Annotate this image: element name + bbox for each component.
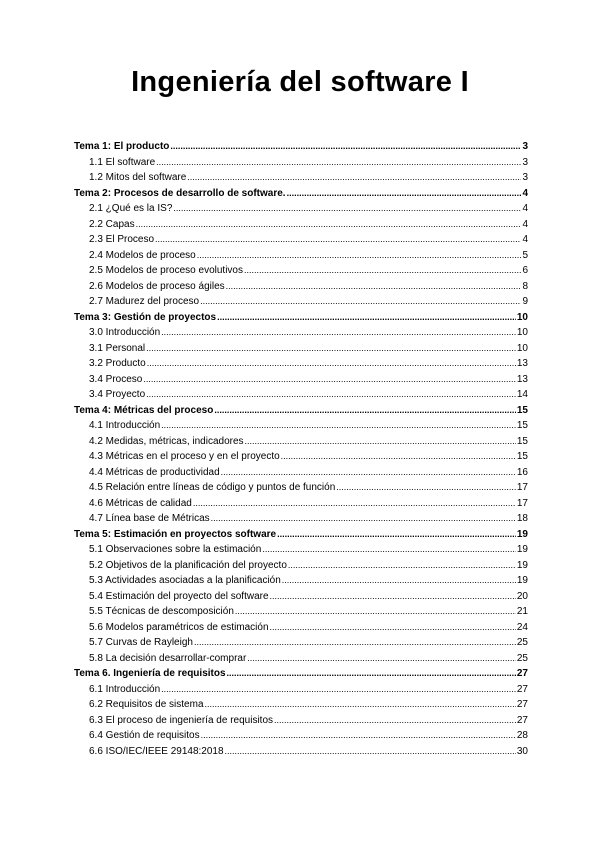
toc-page-number: 17 (516, 497, 528, 509)
toc-entry-label: 2.1 ¿Qué es la IS? (89, 203, 173, 214)
toc-entry-label: 2.3 El Proceso (89, 234, 155, 245)
toc-entry-label: 5.5 Técnicas de descomposición (89, 606, 234, 617)
table-of-contents (74, 139, 528, 759)
toc-section-entry[interactable] (74, 465, 528, 481)
toc-entry-label: 4.1 Introducción (89, 420, 161, 431)
toc-section-entry[interactable] (74, 217, 528, 233)
toc-section-entry[interactable] (74, 372, 528, 388)
toc-dot-leader (170, 139, 521, 155)
toc-section-entry[interactable] (74, 325, 528, 341)
toc-page-number: 3 (522, 172, 528, 183)
toc-section-entry[interactable] (74, 697, 528, 713)
toc-entry-label: Tema 4: Métricas del proceso (74, 404, 214, 416)
toc-page-number: 4 (522, 187, 528, 199)
toc-section-entry[interactable] (74, 387, 528, 403)
toc-entry-label: 2.6 Modelos de proceso ágiles (89, 280, 225, 292)
toc-page-number: 15 (516, 404, 528, 416)
toc-dot-leader (244, 263, 521, 279)
toc-dot-leader (235, 604, 516, 620)
toc-chapter-entry[interactable] (74, 403, 528, 419)
toc-section-entry[interactable] (74, 713, 528, 729)
toc-page-number: 19 (516, 544, 528, 555)
toc-dot-leader (211, 511, 516, 527)
toc-dot-leader (146, 387, 516, 403)
toc-section-entry[interactable] (74, 573, 528, 589)
toc-entry-label: 3.4 Proyecto (89, 389, 146, 400)
toc-page-number: 25 (516, 637, 528, 648)
toc-page-number: 15 (516, 435, 528, 447)
toc-page-number: 14 (516, 389, 528, 400)
toc-dot-leader (155, 232, 521, 248)
toc-dot-leader (287, 186, 522, 202)
toc-section-entry[interactable] (74, 682, 528, 698)
toc-entry-label: 3.4 Proceso (89, 373, 143, 385)
toc-dot-leader (247, 651, 516, 667)
toc-chapter-entry[interactable] (74, 139, 528, 155)
toc-entry-label: 6.4 Gestión de requisitos (89, 730, 200, 741)
toc-section-entry[interactable] (74, 201, 528, 217)
toc-dot-leader (147, 356, 516, 372)
toc-page-number: 28 (516, 730, 528, 741)
toc-page-number: 13 (516, 373, 528, 385)
toc-page-number: 4 (522, 203, 528, 214)
toc-entry-label: 5.3 Actividades asociadas a la planificación (89, 575, 281, 586)
toc-page-number: 21 (516, 606, 528, 617)
toc-page-number: 19 (516, 528, 528, 540)
toc-entry-label: 6.1 Introducción (89, 683, 161, 695)
toc-page-number: 20 (516, 590, 528, 602)
toc-entry-label: 5.7 Curvas de Rayleigh (89, 637, 193, 648)
toc-page-number: 25 (516, 652, 528, 664)
toc-entry-label: 4.5 Relación entre líneas de código y puntos de función (89, 482, 336, 493)
toc-page-number: 27 (516, 714, 528, 726)
toc-dot-leader (274, 713, 516, 729)
toc-dot-leader (194, 635, 516, 651)
toc-page-number: 5 (522, 249, 528, 261)
toc-page-number: 9 (522, 296, 528, 307)
toc-entry-label: 3.2 Producto (89, 358, 146, 369)
toc-page-number: 27 (516, 683, 528, 695)
toc-section-entry[interactable] (74, 170, 528, 186)
toc-section-entry[interactable] (74, 434, 528, 450)
toc-dot-leader (288, 558, 516, 574)
toc-entry-label: 5.2 Objetivos de la planificación del proyecto (89, 559, 287, 571)
toc-section-entry[interactable] (74, 341, 528, 357)
toc-entry-label: 2.5 Modelos de proceso evolutivos (89, 265, 243, 276)
toc-section-entry[interactable] (74, 589, 528, 605)
toc-section-entry[interactable] (74, 558, 528, 574)
toc-dot-leader (277, 527, 516, 543)
toc-entry-label: 5.4 Estimación del proyecto del software (89, 590, 269, 602)
toc-dot-leader (200, 294, 521, 310)
toc-dot-leader (336, 480, 516, 496)
toc-section-entry[interactable] (74, 279, 528, 295)
toc-section-entry[interactable] (74, 232, 528, 248)
toc-dot-leader (214, 403, 516, 419)
toc-entry-label: 5.1 Observaciones sobre la estimación (89, 544, 262, 555)
toc-dot-leader (161, 418, 516, 434)
toc-section-entry[interactable] (74, 155, 528, 171)
toc-dot-leader (217, 310, 516, 326)
toc-dot-leader (143, 372, 516, 388)
toc-page-number: 6 (522, 265, 528, 276)
toc-entry-label: 6.2 Requisitos de sistema (89, 699, 204, 710)
toc-dot-leader (136, 217, 522, 233)
toc-entry-label: 5.6 Modelos paramétricos de estimación (89, 621, 269, 633)
toc-entry-label: Tema 6. Ingeniería de requisitos (74, 668, 226, 679)
toc-page-number: 10 (516, 311, 528, 323)
toc-section-entry[interactable] (74, 511, 528, 527)
toc-page-number: 15 (516, 451, 528, 462)
toc-section-entry[interactable] (74, 263, 528, 279)
toc-page-number: 18 (516, 513, 528, 524)
toc-dot-leader (245, 434, 516, 450)
toc-page-number: 30 (516, 745, 528, 757)
toc-section-entry[interactable] (74, 418, 528, 434)
toc-entry-label: Tema 3: Gestión de proyectos (74, 311, 217, 323)
toc-entry-label: 3.0 Introducción (89, 327, 161, 338)
toc-page-number: 13 (516, 358, 528, 369)
toc-page-number: 3 (522, 141, 528, 152)
toc-dot-leader (270, 589, 516, 605)
toc-entry-label: 1.2 Mitos del software (89, 172, 187, 183)
toc-chapter-entry[interactable] (74, 527, 528, 543)
toc-dot-leader (270, 620, 516, 636)
toc-page-number: 15 (516, 420, 528, 431)
toc-entry-label: 2.7 Madurez del proceso (89, 296, 200, 307)
toc-page-number: 24 (516, 621, 528, 633)
toc-section-entry[interactable] (74, 620, 528, 636)
toc-dot-leader (173, 201, 521, 217)
toc-dot-leader (201, 728, 516, 744)
toc-page-number: 3 (522, 156, 528, 168)
toc-entry-label: 2.4 Modelos de proceso (89, 249, 196, 261)
toc-dot-leader (282, 573, 516, 589)
toc-dot-leader (197, 248, 522, 264)
toc-section-entry[interactable] (74, 728, 528, 744)
toc-dot-leader (227, 666, 516, 682)
toc-dot-leader (221, 465, 516, 481)
toc-chapter-entry[interactable] (74, 666, 528, 682)
toc-page-number: 16 (516, 466, 528, 478)
toc-entry-label: 4.7 Línea base de Métricas (89, 513, 210, 524)
toc-page-number: 19 (516, 559, 528, 571)
toc-page-number: 4 (522, 234, 528, 245)
toc-section-entry[interactable] (74, 604, 528, 620)
toc-entry-label: 4.3 Métricas en el proceso y en el proyecto (89, 451, 280, 462)
toc-page-number: 27 (516, 699, 528, 710)
toc-entry-label: 5.8 La decisión desarrollar-comprar (89, 652, 247, 664)
toc-entry-label: 6.6 ISO/IEC/IEEE 29148:2018 (89, 745, 224, 757)
page-title: Ingeniería del software I (131, 66, 469, 98)
toc-dot-leader (281, 449, 516, 465)
toc-dot-leader (193, 496, 516, 512)
toc-page-number: 19 (516, 575, 528, 586)
toc-section-entry[interactable] (74, 449, 528, 465)
toc-entry-label: 1.1 El software (89, 156, 156, 168)
toc-section-entry[interactable] (74, 651, 528, 667)
toc-dot-leader (262, 542, 516, 558)
toc-page-number: 10 (516, 342, 528, 354)
toc-chapter-entry[interactable] (74, 310, 528, 326)
toc-entry-label: 4.4 Métricas de productividad (89, 466, 220, 478)
toc-section-entry[interactable] (74, 294, 528, 310)
toc-entry-label: 2.2 Capas (89, 218, 135, 230)
toc-entry-label: Tema 2: Procesos de desarrollo de software. (74, 187, 286, 199)
toc-section-entry[interactable] (74, 635, 528, 651)
toc-page-number: 10 (516, 327, 528, 338)
toc-dot-leader (161, 682, 516, 698)
toc-dot-leader (187, 170, 521, 186)
toc-page-number: 4 (522, 218, 528, 230)
toc-section-entry[interactable] (74, 542, 528, 558)
toc-dot-leader (146, 341, 516, 357)
toc-section-entry[interactable] (74, 744, 528, 760)
toc-chapter-entry[interactable] (74, 186, 528, 202)
toc-page-number: 17 (516, 482, 528, 493)
toc-entry-label: Tema 5: Estimación en proyectos software (74, 528, 277, 540)
toc-entry-label: Tema 1: El producto (74, 141, 170, 152)
toc-dot-leader (226, 279, 522, 295)
toc-dot-leader (225, 744, 516, 760)
toc-entry-label: 3.1 Personal (89, 342, 146, 354)
toc-entry-label: 4.6 Métricas de calidad (89, 497, 192, 509)
toc-section-entry[interactable] (74, 496, 528, 512)
toc-entry-label: 6.3 El proceso de ingeniería de requisitos (89, 714, 274, 726)
toc-dot-leader (161, 325, 516, 341)
toc-page-number: 27 (516, 668, 528, 679)
toc-dot-leader (205, 697, 516, 713)
toc-entry-label: 4.2 Medidas, métricas, indicadores (89, 435, 244, 447)
toc-dot-leader (156, 155, 521, 171)
toc-section-entry[interactable] (74, 248, 528, 264)
toc-section-entry[interactable] (74, 480, 528, 496)
toc-section-entry[interactable] (74, 356, 528, 372)
toc-page-number: 8 (522, 280, 528, 292)
